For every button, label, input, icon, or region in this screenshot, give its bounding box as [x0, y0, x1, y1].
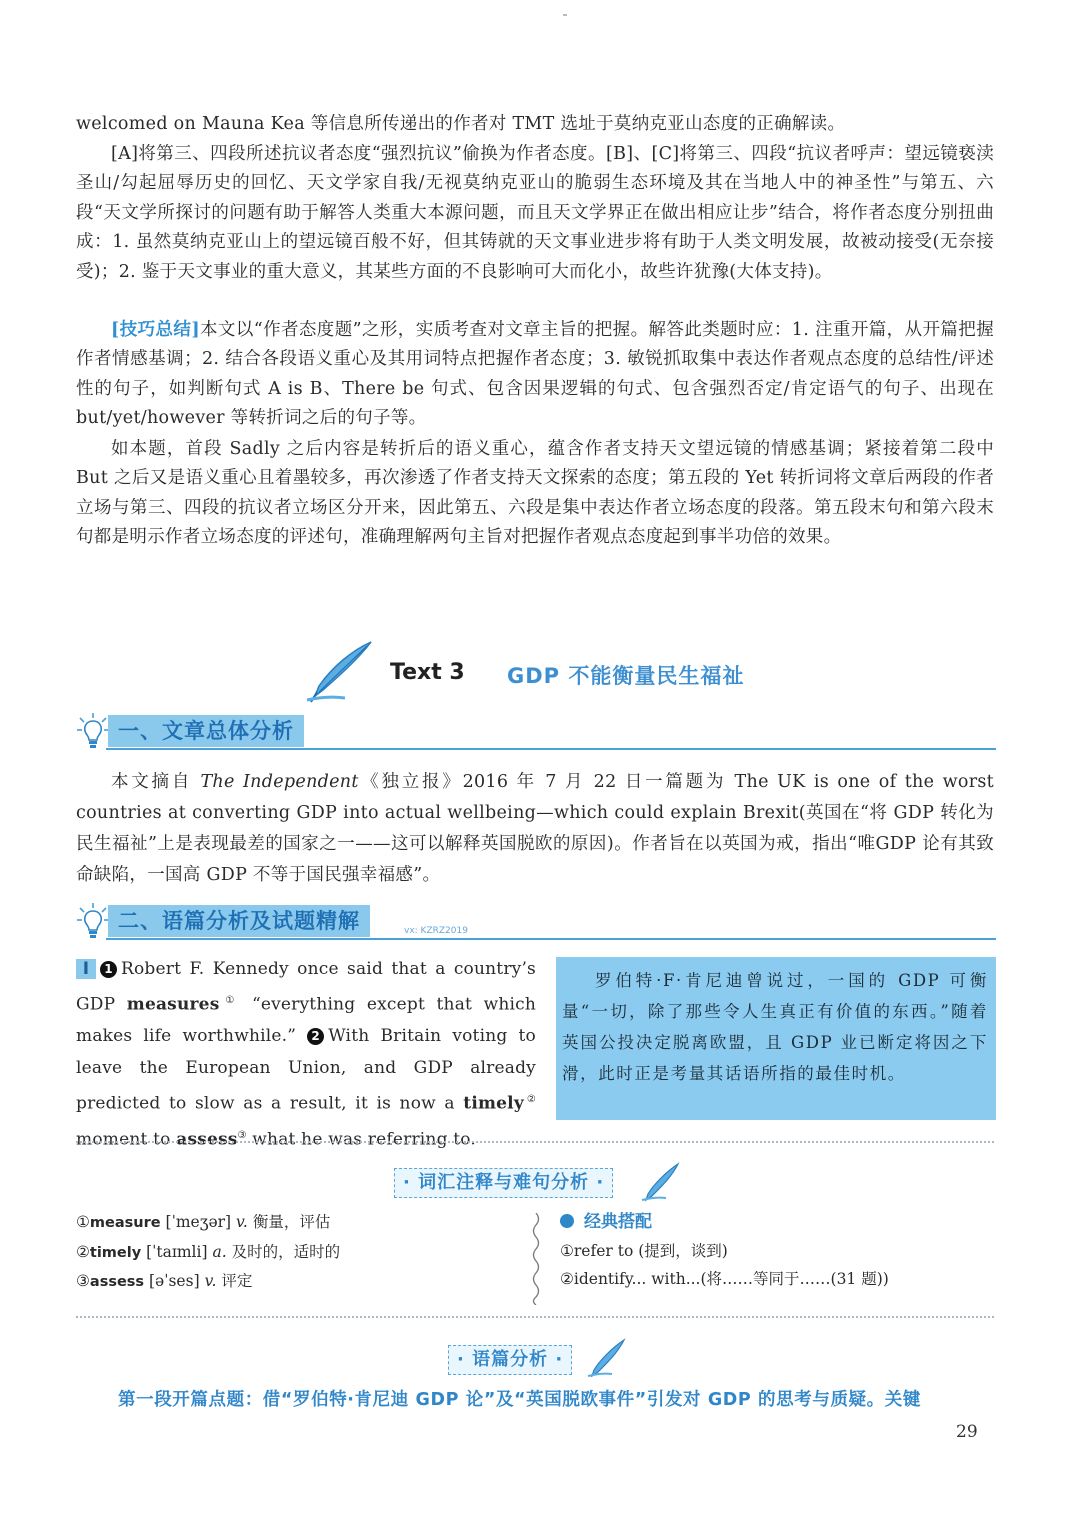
- lightbulb-icon: [76, 712, 110, 752]
- footnote-marker: ①: [219, 995, 241, 1007]
- vocab-word-assess: assess: [176, 1129, 238, 1150]
- collocation-heading: 经典搭配: [560, 1208, 889, 1237]
- paragraph-tip-summary: [76, 316, 994, 434]
- page-number: 29: [956, 1422, 978, 1442]
- vocab-word-timely: timely: [463, 1093, 524, 1114]
- section-heading-1: [76, 712, 996, 752]
- paragraph-example: 如本题，首段 Sadly 之后内容是转折后的语义重心，蕴含作者支持天文望远镜的情感基调；紧接着第二段中 But 之后又是语义重心且着墨较多，再次渗透了作者支持天文探索的态度；第五段的 Yet 转折词将文章后两段的作者立场与第三、四段的抗议者立场区分开来，因此第五、六段是集中表达作者立场态度的段落。第五段末句和第六段末句都是明示作者立场态度的评述句，准确理解两句主旨对把握作者观点态度起到事半功倍的效果。: [76, 439, 994, 548]
- vocab-analysis-label: · 词汇注释与难句分析 ·: [394, 1168, 613, 1198]
- tip-label: [技巧总结]: [111, 320, 200, 340]
- tip-text: 本文以“作者态度题”之形，实质考查对文章主旨的把握。解答此类题时应：1. 注重开篇，从开篇把握作者情感基调；2. 结合各段语义重心及其用词特点把握作者态度；3. 敏锐抓取集中表达作者观点态度的总结性/评述性的句子，如判断句式 A is B、There be 句式、包含因果逻辑的句式、包含强烈否定/肯定语气的句子、出现在 but/yet/however 等转折词之后的句子等。: [76, 320, 994, 429]
- collocation-item: ①refer to (提到，谈到): [560, 1241, 728, 1260]
- footnote-marker: ②: [523, 1093, 536, 1105]
- sentence-number-1: 1: [100, 961, 117, 978]
- paragraph-badge: I: [76, 959, 96, 979]
- bullet-dot-icon: [560, 1214, 574, 1228]
- sentence-text: “everything except that which makes life worthwhile.”: [76, 994, 536, 1047]
- discourse-analysis-label: · 语篇分析 ·: [448, 1345, 572, 1375]
- vocab-word-measures: measures: [126, 994, 220, 1015]
- collocation-list: [560, 1208, 889, 1294]
- section-rule-2: [106, 938, 996, 940]
- quill-icon: [640, 1162, 680, 1202]
- quill-icon: [305, 640, 375, 704]
- sentence-text: With Britain voting to leave the European Union, and GDP already predicted to slow as a result, it is now a: [76, 1026, 536, 1114]
- text-number: Text 3: [390, 660, 465, 685]
- section-title-1: 一、文章总体分析: [108, 715, 304, 747]
- vocab-item: ①measure [ˈmeʒər] v. 衡量，评估: [76, 1213, 331, 1231]
- section-title-2: 二、语篇分析及试题精解: [108, 905, 370, 937]
- divider: [76, 1316, 994, 1318]
- footnote-marker: ③: [237, 1129, 247, 1141]
- article-intro: [76, 767, 994, 891]
- top-mark: [563, 14, 567, 16]
- quill-icon: [586, 1338, 626, 1378]
- vocab-list: [76, 1208, 340, 1297]
- lightbulb-icon: [76, 902, 110, 942]
- text-title-row: [0, 640, 1080, 712]
- wavy-divider: [530, 1213, 542, 1305]
- paragraph-option-analysis: [A]将第三、四段所述抗议者态度“强烈抗议”偷换为作者态度。[B]、[C]将第三、四段“抗议者呼声：望远镜亵渎圣山/勾起屈辱历史的回忆、天文学家自我/无视莫纳克亚山的脆弱生态环境及其在当地人中的神圣性”与第五、六段“天文学所探讨的问题有助于解答人类重大本源问题，而且天文学界正在做出相应让步”结合，将作者态度分别扭曲成：1. 虽然莫纳克亚山上的望远镜百般不好，但其铸就的天文事业进步将有助于人类文明发展，故被动接受(无奈接受)；2. 鉴于天文事业的重大意义，其某些方面的不良影响可大而化小，故些许犹豫(大体支持)。: [76, 144, 994, 282]
- intro-text-2: 《独立报》2016 年 7 月 22 日一篇题为 The UK is one of the worst countries at converting GDP into actual wellbeing—which could explain Brexit(英国在“将 GDP 转化为民生福祉”上是表现最差的国家之一——这可以解释英国脱欧的原因)。作者旨在以英国为戒，指出“唯GDP 论有其致命缺陷，一国高 GDP 不等于国民强幸福感”。: [76, 772, 995, 885]
- sentence-text: what he was referring to.: [246, 1129, 477, 1150]
- section-rule-1: [106, 748, 996, 750]
- watermark: vx: KZRZ2019: [404, 926, 468, 936]
- translation-box: 罗伯特·F·肯尼迪曾说过，一国的 GDP 可衡量“一切，除了那些令人生真正有价值的东西。”随着英国公投决定脱离欧盟，且 GDP 业已断定将因之下滑，此时正是考量其话语所指的最佳时机。: [556, 957, 996, 1120]
- divider: [76, 1141, 994, 1143]
- passage-paragraph-1: [76, 954, 536, 1156]
- collocation-item: ②identify... with...(将……等同于……(31 题)): [560, 1270, 889, 1288]
- vocab-item: ②timely [ˈtaɪmli] a. 及时的，适时的: [76, 1242, 341, 1261]
- vocab-item: ③assess [əˈses] v. 评定: [76, 1272, 253, 1290]
- text-subtitle: GDP 不能衡量民生福祉: [507, 664, 745, 688]
- sentence-number-2: 2: [307, 1028, 324, 1045]
- intro-text: 本文摘自: [111, 772, 201, 792]
- sentence-text: Robert F. Kennedy once said that a country’s GDP: [76, 959, 536, 1015]
- paragraph-continuation: welcomed on Mauna Kea 等信息所传递出的作者对 TMT 选址于莫纳克亚山态度的正确解读。: [76, 114, 846, 134]
- sentence-text: moment to: [76, 1129, 177, 1150]
- section-heading-2: [76, 902, 996, 942]
- analysis-lead-text: 第一段开篇点题：借“罗伯特·肯尼迪 GDP 论”及“英国脱欧事件”引发对 GDP 的思考与质疑。关键: [118, 1390, 921, 1410]
- intro-source: The Independent: [200, 772, 359, 792]
